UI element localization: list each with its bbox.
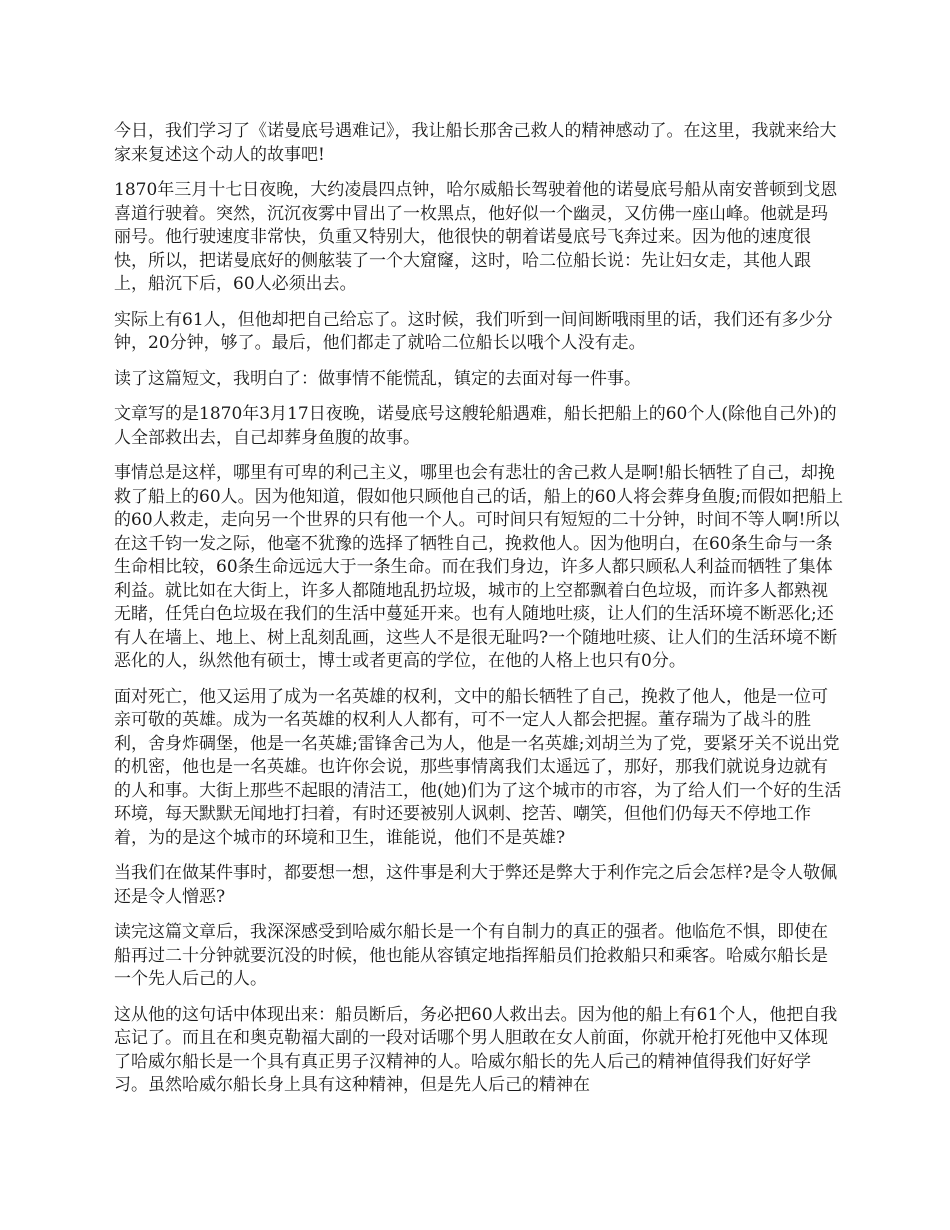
paragraph-heroes: 面对死亡，他又运用了成为一名英雄的权利，文中的船长牺牲了自己，挽救了他人，他是一位可亲可敬的英雄。成为一名英雄的权利人人都有，可不一定人人都会把握。董存瑞为了战斗的胜利，舍身炸碉堡，他是一名英雄;雷锋舍己为人，他是一名英雄;刘胡兰为了党，要紧牙关不说出党的机密，他也是一名英雄。也许你会说，那些事情离我们太遥远了，那好，那我们就说身边就有的人和事。大街上那些不起眼的清洁工，他(她)们为了这个城市的市容，为了给人们一个好的生活环境，每天默默无闻地打扫着，有时还要被别人讽刺、挖苦、嘲笑，但他们仍每天不停地工作着，为的是这个城市的环境和卫生，谁能说，他们不是英雄? [114, 686, 842, 848]
paragraph-reflection: 事情总是这样，哪里有可卑的利己主义，哪里也会有悲壮的舍己救人是啊!船长牺牲了自己，却挽救了船上的60人。因为他知道，假如他只顾他自己的话，船上的60人将会葬身鱼腹;而假如把船上的60人救走，走向另一个世界的只有他一个人。可时间只有短短的二十分钟，时间不等人啊!所以在这千钧一发之际，他毫不犹豫的选择了牺牲自己，挽救他人。因为他明白，在60条生命与一条生命相比较，60条生命远远大于一条生命。而在我们身边，许多人都只顾私人利益而牺牲了集体利益。就比如在大街上，许多人都随地乱扔垃圾，城市的上空都飘着白色垃圾，而许多人都熟视无睹，任凭白色垃圾在我们的生活中蔓延开来。也有人随地吐痰，让人们的生活环境不断恶化;还有人在墙上、地上、树上乱刻乱画，这些人不是很无耻吗?一个随地吐痰、让人们的生活环境不断恶化的人，纵然他有硕士，博士或者更高的学位，在他的人格上也只有0分。 [114, 463, 843, 671]
paragraph-conclusion: 这从他的这句话中体现出来：船员断后，务必把60人救出去。因为他的船上有61个人，他把自我忘记了。而且在和奥克勒福大副的一段对话哪个男人胆敢在女人前面，你就开枪打死他中又体现了哈威尔船长是一个具有真正男子汉精神的人。哈威尔船长的先人后己的精神值得我们好好学习。虽然哈威尔船长身上具有这种精神，但是先人后己的精神在 [114, 1004, 838, 1095]
paragraph-captain: 实际上有61人，但他却把自己给忘了。这时候，我们听到一间间断哦雨里的话，我们还有多少分钟，20分钟，够了。最后，他们都走了就哈二位船长以哦个人没有走。 [114, 309, 833, 353]
paragraph-question: 当我们在做某件事时，都要想一想，这件事是利大于弊还是弊大于利作完之后会怎样?是令人敬佩还是令人憎恶? [114, 863, 838, 907]
paragraph-intro: 今日，我们学习了《诺曼底号遇难记》，我让船长那舍己救人的精神感动了。在这里，我就来给大家来复述这个动人的故事吧! [114, 121, 837, 165]
paragraph-story: 1870年三月十七日夜晚，大约凌晨四点钟，哈尔威船长驾驶着他的诺曼底号船从南安普顿到戈恩喜道行驶着。突然，沉沉夜雾中冒出了一枚黑点，他好似一个幽灵，又仿佛一座山峰。他就是玛丽号。他行驶速度非常快，负重又特别大，他很快的朝着诺曼底号飞奔过来。因为他的速度很快，所以，把诺曼底好的侧舷装了一个大窟窿，这时，哈二位船长说：先让妇女走，其他人跟上，船沉下后，60人必须出去。 [114, 180, 838, 294]
paragraph-strong-captain: 读完这篇文章后，我深深感受到哈威尔船长是一个有自制力的真正的强者。他临危不惧，即使在船再过二十分钟就要沉没的时候，他也能从容镇定地指挥船员们抢救船只和乘客。哈威尔船长是一个先人后己的人。 [114, 922, 828, 989]
paragraph-summary: 文章写的是1870年3月17日夜晚，诺曼底号这艘轮船遇难，船长把船上的60个人(除他自己外)的人全部救出去，自己却葬身鱼腹的故事。 [114, 404, 837, 448]
document-body [114, 120, 844, 1110]
paragraph-lesson: 读了这篇短文，我明白了：做事情不能慌乱，镇定的去面对每一件事。 [114, 368, 641, 389]
